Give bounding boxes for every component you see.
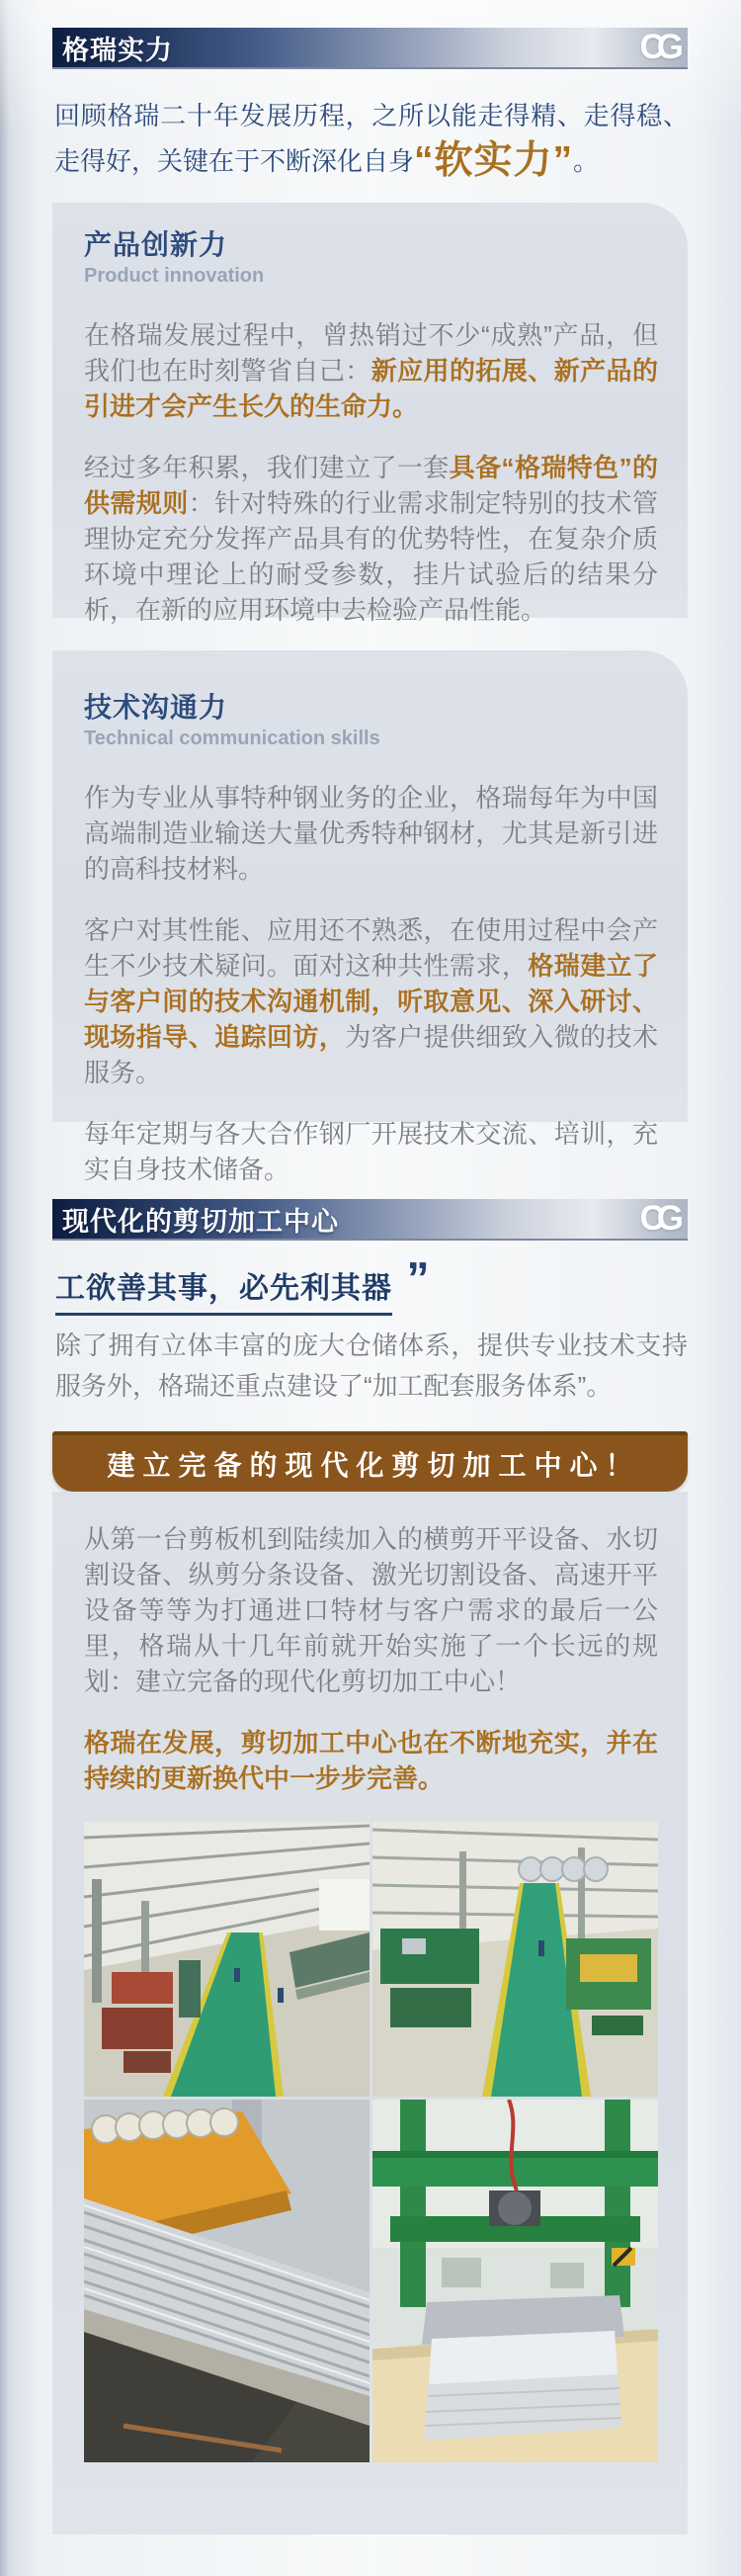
factory-hall-photo-1: [84, 1822, 370, 2097]
banner-cutting-center: [52, 1431, 688, 1492]
paragraph: 格瑞在发展，剪切加工中心也在不断地充实，并在持续的更新换代中一步步完善。: [84, 1728, 658, 1793]
quote-text: 工欲善其事，必先利其器: [55, 1263, 392, 1316]
section-header-strength: [52, 28, 688, 69]
lead-paragraph: 除了拥有立体丰富的庞大仓储体系，提供专业技术支持服务外，格瑞还重点建设了“加工配套服务体系”。: [55, 1331, 688, 1401]
paragraph: 经过多年积累，我们建立了一套具备“格瑞特色”的供需规则：针对特殊的行业需求制定特别的技术管理协定充分发挥产品具有的优势特性，在复杂介质环境中理论上的耐受参数，挂片试验后的结果分析，在新的应用环境中去检验产品性能。: [84, 453, 658, 625]
paragraph: 每年定期与各大合作钢厂开展技术交流、培训，充实自身技术储备。: [84, 1119, 658, 1184]
photo-grid: [84, 1822, 658, 2462]
cg-logo-icon: CG: [639, 28, 676, 66]
card-title: 产品创新力: [84, 229, 228, 260]
card-subtitle-en: Product innovation: [84, 265, 265, 287]
card-title: 技术沟通力: [84, 692, 228, 723]
close-quote-icon: ”: [406, 1252, 430, 1304]
paragraph: 从第一台剪板机到陆续加入的横剪开平设备、水切割设备、纵剪分条设备、激光切割设备、高速开平设备等等为打通进口特材与客户需求的最后一公里，格瑞从十几年前就开始实施了一个长远的规划：建立完备的现代化剪切加工中心！: [84, 1524, 658, 1696]
paragraph: 作为专业从事特种钢业务的企业，格瑞每年为中国高端制造业输送大量优秀特种钢材，尤其是新引进的高科技材料。: [84, 783, 658, 884]
intro-paragraph: 回顾格瑞二十年发展历程，之所以能走得精、走得稳、走得好，关键在于不断深化自身“软实力”。: [54, 101, 689, 182]
sheet-line-photo: [372, 2100, 658, 2462]
card-body: [84, 317, 658, 628]
card-cutting-center: [52, 1492, 688, 2534]
cg-logo-icon: CG: [639, 1199, 676, 1238]
banner-label: 建立完备的现代化剪切加工中心！: [107, 1449, 641, 1481]
paragraph: 客户对其性能、应用还不熟悉，在使用过程中会产生不少技术疑问。面对这种共性需求，格瑞建立了与客户间的技术沟通机制，听取意见、深入研讨、现场指导、追踪回访，为客户提供细致入微的技术服务。: [84, 915, 658, 1087]
quote-line: [55, 1252, 430, 1316]
card-body: [84, 1521, 658, 1796]
card-body: [84, 780, 658, 1187]
card-subtitle-en: Technical communication skills: [84, 728, 380, 749]
section-title: 现代化的剪切加工中心: [62, 1206, 339, 1237]
section-title: 格瑞实力: [62, 35, 173, 65]
factory-hall-photo-2: [372, 1822, 658, 2097]
slitting-line-photo: [84, 2100, 370, 2462]
card-technical-communication: [52, 650, 688, 1184]
section-header-cutting-center: [52, 1199, 688, 1241]
card-product-innovation: [52, 203, 688, 625]
paragraph: 在格瑞发展过程中，曾热销过不少“成熟”产品，但我们也在时刻警省自己：新应用的拓展、新产品的引进才会产生长久的生命力。: [84, 320, 658, 421]
